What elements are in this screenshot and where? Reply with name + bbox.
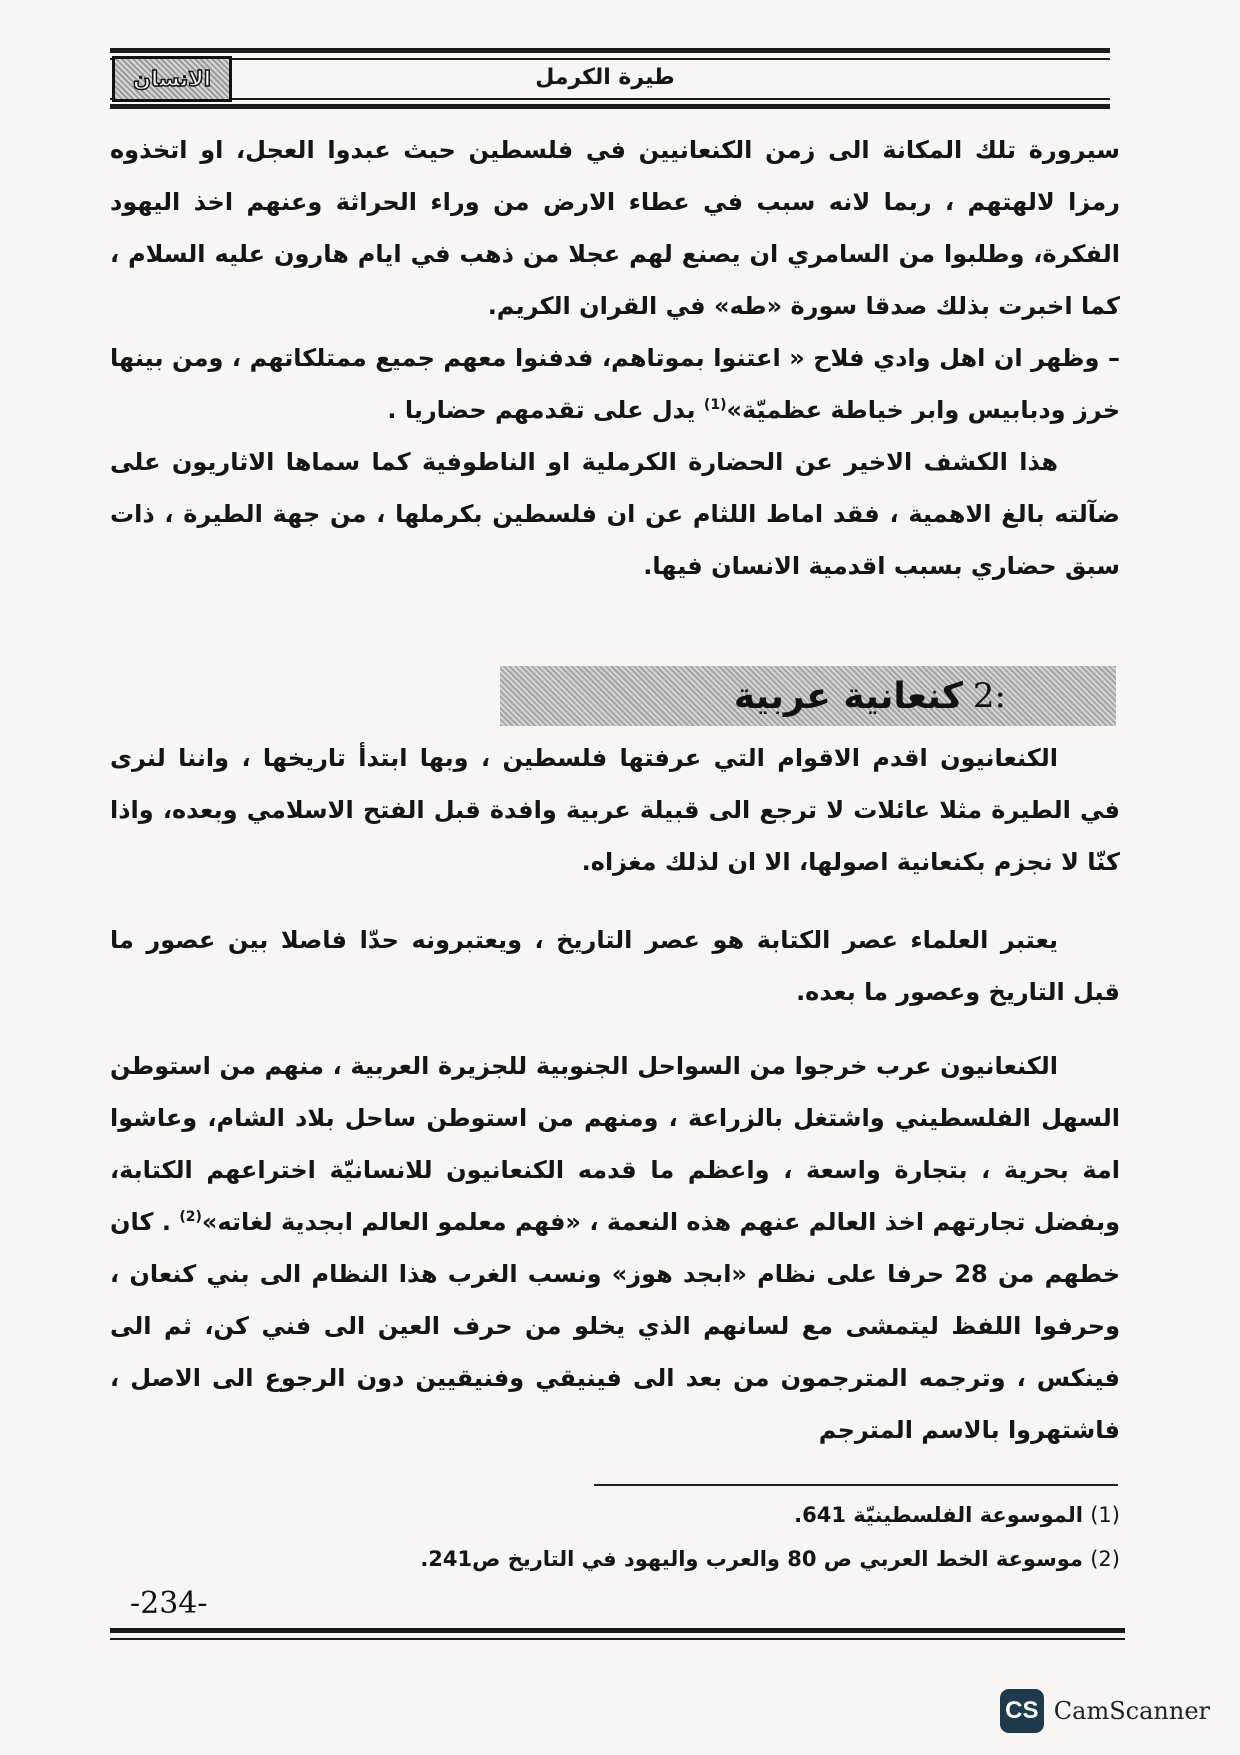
section-heading-title: كنعانية عربية — [733, 675, 963, 717]
section-heading — [500, 666, 1116, 726]
header-rule-top-thin — [110, 58, 1110, 60]
camscanner-watermark — [1000, 1689, 1210, 1733]
paragraph-5: يعتبر العلماء عصر الكتابة هو عصر التاريخ ، ويعتبرونه حدّا فاصلا بين عصور ما قبل التاريخ وعصور ما بعده. — [110, 926, 1120, 1006]
paragraph-6-text-b: . كان خطهم من 28 حرفا على نظام «ابجد هوز» ونسب الغرب هذا النظام الى بني كنعان ، وحرفوا اللفظ ليتمشى مع لسانهم الذي يخلو من حرف العين الى فني كن، ثم الى فينكس ، وترجمه المترجمون من بعد الى فينيقي وفنيقيين دون الرجوع الى الاصل ، فاشتهروا بالاسم المترجم — [110, 1208, 1120, 1444]
camscanner-name: CamScanner — [1053, 1697, 1210, 1725]
paragraph-1: سيرورة تلك المكانة الى زمن الكنعانيين في فلسطين حيث عبدوا العجل، او اتخذوه رمزا لالهتهم ، ربما لانه سبب في عطاء الارض من وراء الحراثة وعنهم اخذ اليهود الفكرة، وطلبوا من السامري ان يصنع لهم عجلا من ذهب في ايام هارون عليه السلام ، كما اخبرت بذلك صدقا سورة «طه» في القران الكريم. — [110, 136, 1120, 320]
section-heading-number: :2 — [972, 676, 1006, 716]
header-rule-bottom-thin — [110, 98, 1110, 100]
footnote-1-text: الموسوعة الفلسطينيّة 641. — [794, 1503, 1083, 1527]
footer-rule-thin — [110, 1638, 1125, 1640]
footnote-2-ref: (2) — [1090, 1547, 1120, 1571]
paragraph-3: هذا الكشف الاخير عن الحضارة الكرملية او الناطوفية كما سماها الاثاريون على ضآلته بالغ الاهمية ، فقد اماط اللثام عن ان فلسطين بكرملها ، من جهة الطيرة ، ذات سبق حضاري بسبب اقدمية الانسان فيها. — [110, 448, 1120, 580]
footnote-ref-2: (2) — [179, 1209, 202, 1225]
paragraph-6 — [110, 1040, 1120, 1456]
list-dash: – — [1108, 344, 1121, 372]
footnote-2 — [400, 1544, 1120, 1574]
footnote-2-text: موسوعة الخط العربي ص 80 والعرب واليهود في التاريخ ص241. — [420, 1547, 1083, 1571]
footnote-1-ref: (1) — [1090, 1503, 1120, 1527]
paragraph-2-tail: يدل على تقدمهم حضاريا . — [387, 396, 696, 424]
header-rule-bottom — [110, 104, 1110, 109]
header-rule-top — [110, 48, 1110, 53]
paragraph-2-text: وظهر ان اهل وادي فلاح « اعتنوا بموتاهم، فدفنوا معهم جميع ممتلكاتهم ، ومن بينها خرز ودبابيس وابر خياطة عظميّة» — [110, 344, 1120, 424]
paragraph-4: الكنعانيون اقدم الاقوام التي عرفتها فلسطين ، وبها ابتدأ تاريخها ، واننا لنرى في الطيرة مثلا عائلات لا ترجع الى قبيلة عربية وافدة قبل الفتح الاسلامي وبعده، واذا كنّا لا نجزم بكنعانية اصولها، الا ان لذلك مغزاه. — [110, 744, 1120, 876]
paragraph-2 — [110, 332, 1120, 436]
section-tab-label: الانسان — [133, 67, 211, 91]
footer-rule-thick — [110, 1628, 1125, 1633]
footnote-ref-1: (1) — [703, 397, 727, 413]
page-number: -234- — [130, 1586, 208, 1621]
camscanner-logo-icon — [1000, 1689, 1044, 1733]
camscanner-logo-text: CS — [1005, 1697, 1039, 1724]
footnote-separator — [594, 1484, 1118, 1486]
section-tab — [112, 56, 232, 102]
running-title: طيرة الكرمل — [515, 65, 695, 95]
paragraph-6-text-a: الكنعانيون عرب خرجوا من السواحل الجنوبية للجزيرة العربية ، منهم من استوطن السهل الفلسطيني واشتغل بالزراعة ، ومنهم من استوطن ساحل بلاد الشام، وعاشوا امة بحرية ، بتجارة واسعة ، واعظم ما قدمه الكنعانيون للانسانيّة اختراعهم الكتابة، وبفضل تجارتهم اخذ العالم عنهم هذه النعمة ، «فهم معلمو العالم ابجدية لغاته» — [110, 1052, 1120, 1236]
footnote-1 — [400, 1500, 1120, 1530]
